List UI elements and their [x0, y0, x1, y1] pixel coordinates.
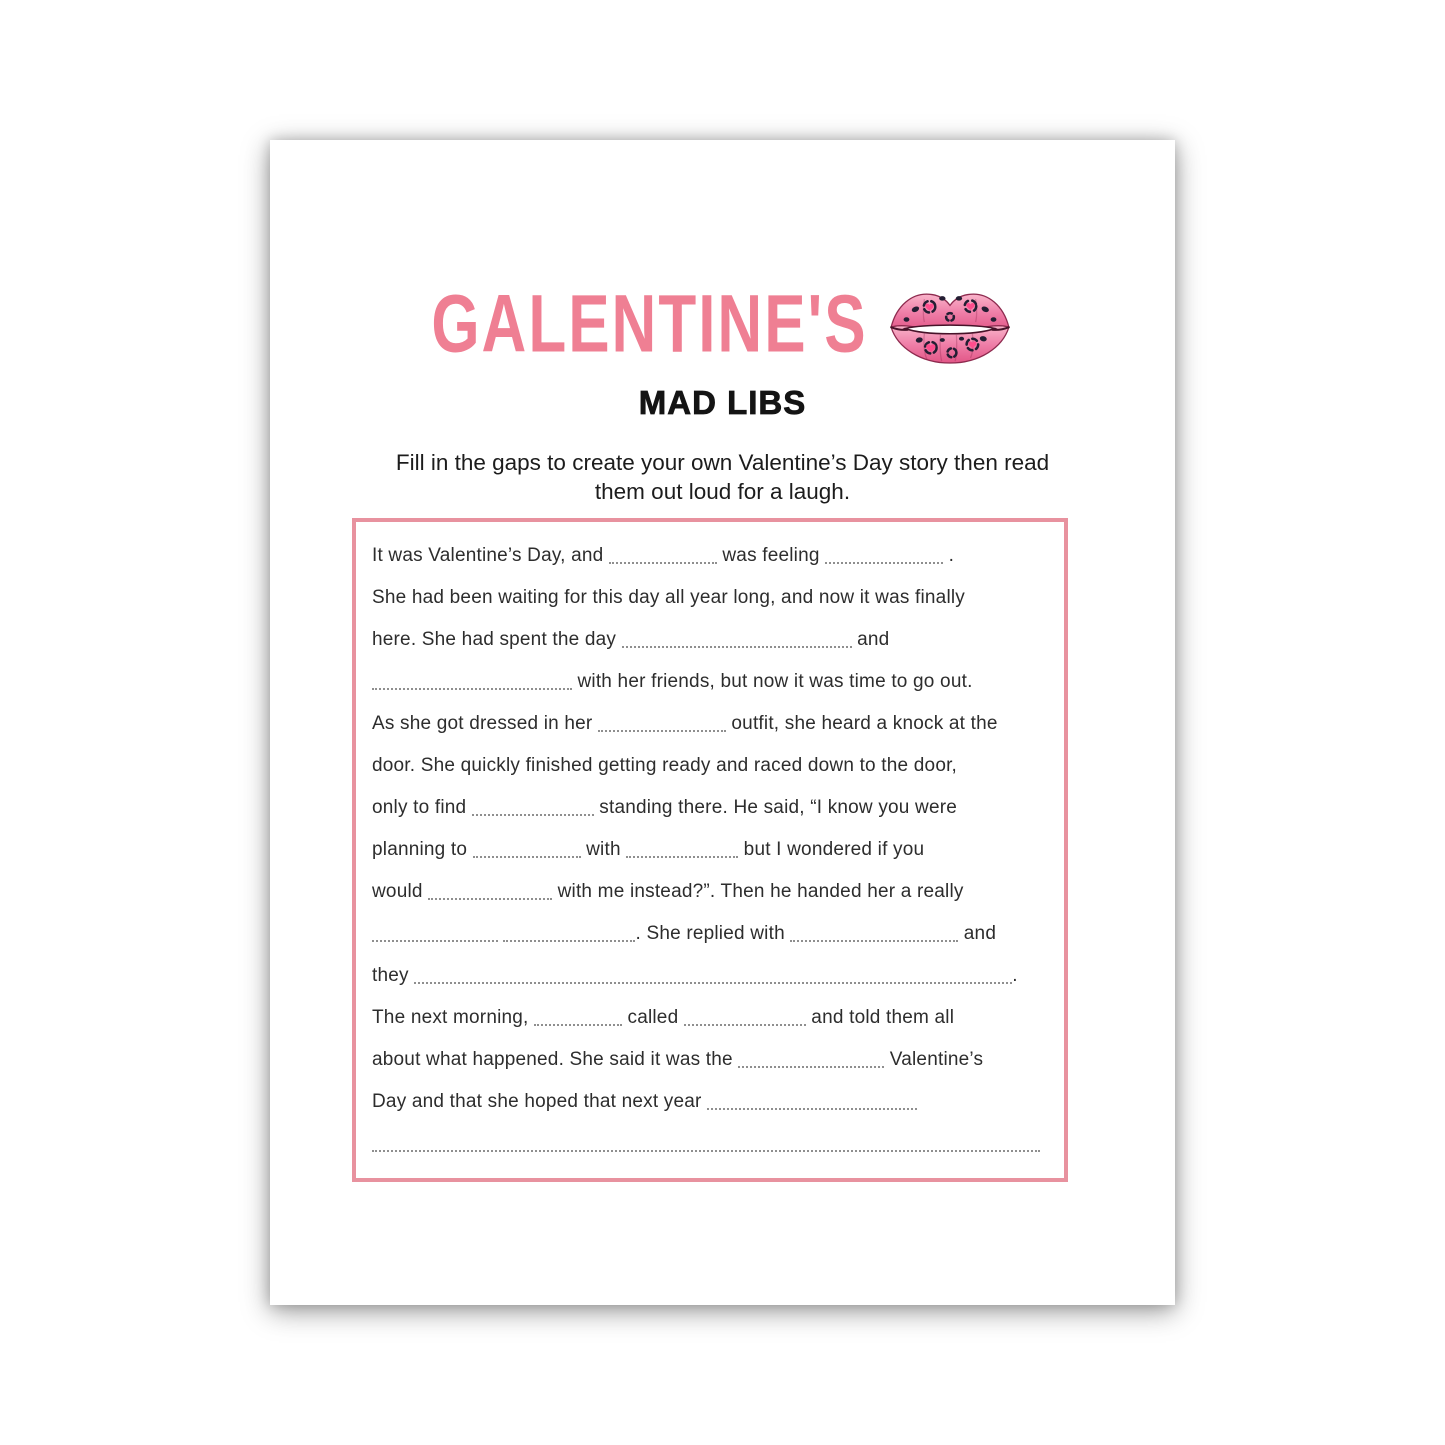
story-line [372, 913, 1048, 955]
fill-in-blank[interactable] [684, 1009, 806, 1026]
story-line [372, 787, 1048, 829]
story-line [372, 997, 1048, 1039]
story-text: outfit, she heard a knock at the [725, 713, 998, 734]
story-line [372, 871, 1048, 913]
story-line [372, 535, 1048, 577]
story-line [372, 1081, 1048, 1123]
story-text: . [943, 545, 955, 566]
story-line [372, 1123, 1048, 1165]
story-text: Valentine’s [884, 1049, 984, 1070]
instructions: Fill in the gaps to create your own Valentine’s Day story then read them out loud for a laugh. [395, 450, 1050, 504]
fill-in-blank[interactable] [825, 547, 943, 564]
story-text: only to find [372, 797, 472, 818]
story-text: The next morning, [372, 1007, 535, 1028]
story-line [372, 619, 1048, 661]
fill-in-blank[interactable] [609, 547, 717, 564]
story-text: called [622, 1007, 684, 1028]
subtitle: MAD LIBS [638, 384, 807, 421]
fill-in-blank[interactable] [472, 799, 594, 816]
story-box [352, 518, 1068, 1182]
story-text: door. She quickly finished getting ready and raced down to the door, [372, 755, 958, 776]
story-text: with me instead?”. Then he handed her a really [552, 881, 964, 902]
story-text: here. She had spent the day [372, 629, 622, 650]
story-text: Day and that she hoped that next year [372, 1091, 708, 1112]
page-title: GALENTINE'S [431, 278, 868, 370]
story-text: planning to [372, 839, 473, 860]
leopard-lips-icon [886, 276, 1014, 372]
story-text: and [851, 629, 890, 650]
fill-in-blank[interactable] [790, 925, 958, 942]
story-text: and [958, 923, 997, 944]
fill-in-blank[interactable] [503, 925, 635, 942]
story-text: . [1012, 965, 1018, 986]
fill-in-blank[interactable] [738, 1051, 884, 1068]
fill-in-blank[interactable] [414, 967, 1012, 984]
story-text: they [372, 965, 415, 986]
fill-in-blank[interactable] [473, 841, 581, 858]
fill-in-blank[interactable] [372, 1135, 1040, 1152]
fill-in-blank[interactable] [598, 715, 726, 732]
story-text: . She replied with [635, 923, 791, 944]
story-text: with her friends, but now it was time to go out. [572, 671, 973, 692]
story-text: standing there. He said, “I know you were [593, 797, 958, 818]
fill-in-blank[interactable] [622, 631, 852, 648]
fill-in-blank[interactable] [707, 1093, 917, 1110]
worksheet-page [270, 140, 1175, 1305]
story-text: but I wondered if you [738, 839, 925, 860]
story-text: with [580, 839, 627, 860]
story-line [372, 703, 1048, 745]
story-text: would [372, 881, 429, 902]
story-text: It was Valentine’s Day, and [372, 545, 609, 566]
story-text: about what happened. She said it was the [372, 1049, 739, 1070]
fill-in-blank[interactable] [372, 673, 572, 690]
story-line [372, 661, 1048, 703]
story-line [372, 745, 1048, 787]
story-line [372, 1039, 1048, 1081]
story-text: As she got dressed in her [372, 713, 598, 734]
fill-in-blank[interactable] [534, 1009, 622, 1026]
story-line [372, 955, 1048, 997]
story-text: and told them all [805, 1007, 955, 1028]
story-text: She had been waiting for this day all year long, and now it was finally [372, 587, 965, 608]
story-text: was feeling [716, 545, 826, 566]
fill-in-blank[interactable] [428, 883, 552, 900]
story-line [372, 829, 1048, 871]
story-line [372, 577, 1048, 619]
fill-in-blank[interactable] [372, 925, 498, 942]
fill-in-blank[interactable] [626, 841, 738, 858]
header [270, 274, 1175, 374]
